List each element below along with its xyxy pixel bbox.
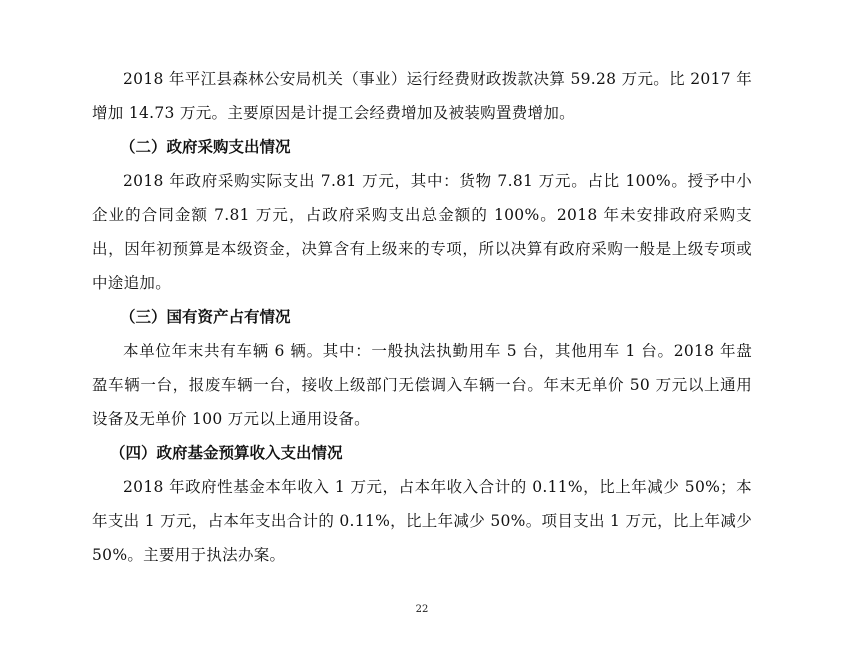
paragraph-operating-expenses: 2018 年平江县森林公安局机关（事业）运行经费财政拨款决算 59.28 万元。比 2017 年增加 14.73 万元。主要原因是计提工会经费增加及被装购置费增加。 — [92, 70, 752, 122]
section-heading-state-assets: （三）国有资产占有情况 — [120, 308, 291, 326]
paragraph-state-assets: 本单位年末共有车辆 6 辆。其中：一般执法执勤用车 5 台，其他用车 1 台。2018 年盘盈车辆一台，报废车辆一台，接收上级部门无偿调入车辆一台。年末无单价 50 万元以上通用设备及无单价 100 万元以上通用设备。 — [92, 342, 752, 428]
paragraph-government-fund: 2018 年政府性基金本年收入 1 万元，占本年收入合计的 0.11%，比上年减少 50%；本年支出 1 万元，占本年支出合计的 0.11%，比上年减少 50%。项目支出 1 万元，比上年减少 50%。主要用于执法办案。 — [92, 478, 752, 564]
document-body — [92, 62, 752, 572]
page-number: 22 — [415, 604, 429, 615]
section-heading-government-fund: （四）政府基金预算收入支出情况 — [110, 444, 343, 462]
paragraph-procurement: 2018 年政府采购实际支出 7.81 万元，其中：货物 7.81 万元。占比 100%。授予中小企业的合同金额 7.81 万元，占政府采购支出总金额的 100%。2018 年未安排政府采购支出，因年初预算是本级资金，决算含有上级来的专项，所以决算有政府采购一般是上级专项或中途追加。 — [92, 172, 752, 292]
section-heading-procurement: （二）政府采购支出情况 — [120, 138, 291, 156]
